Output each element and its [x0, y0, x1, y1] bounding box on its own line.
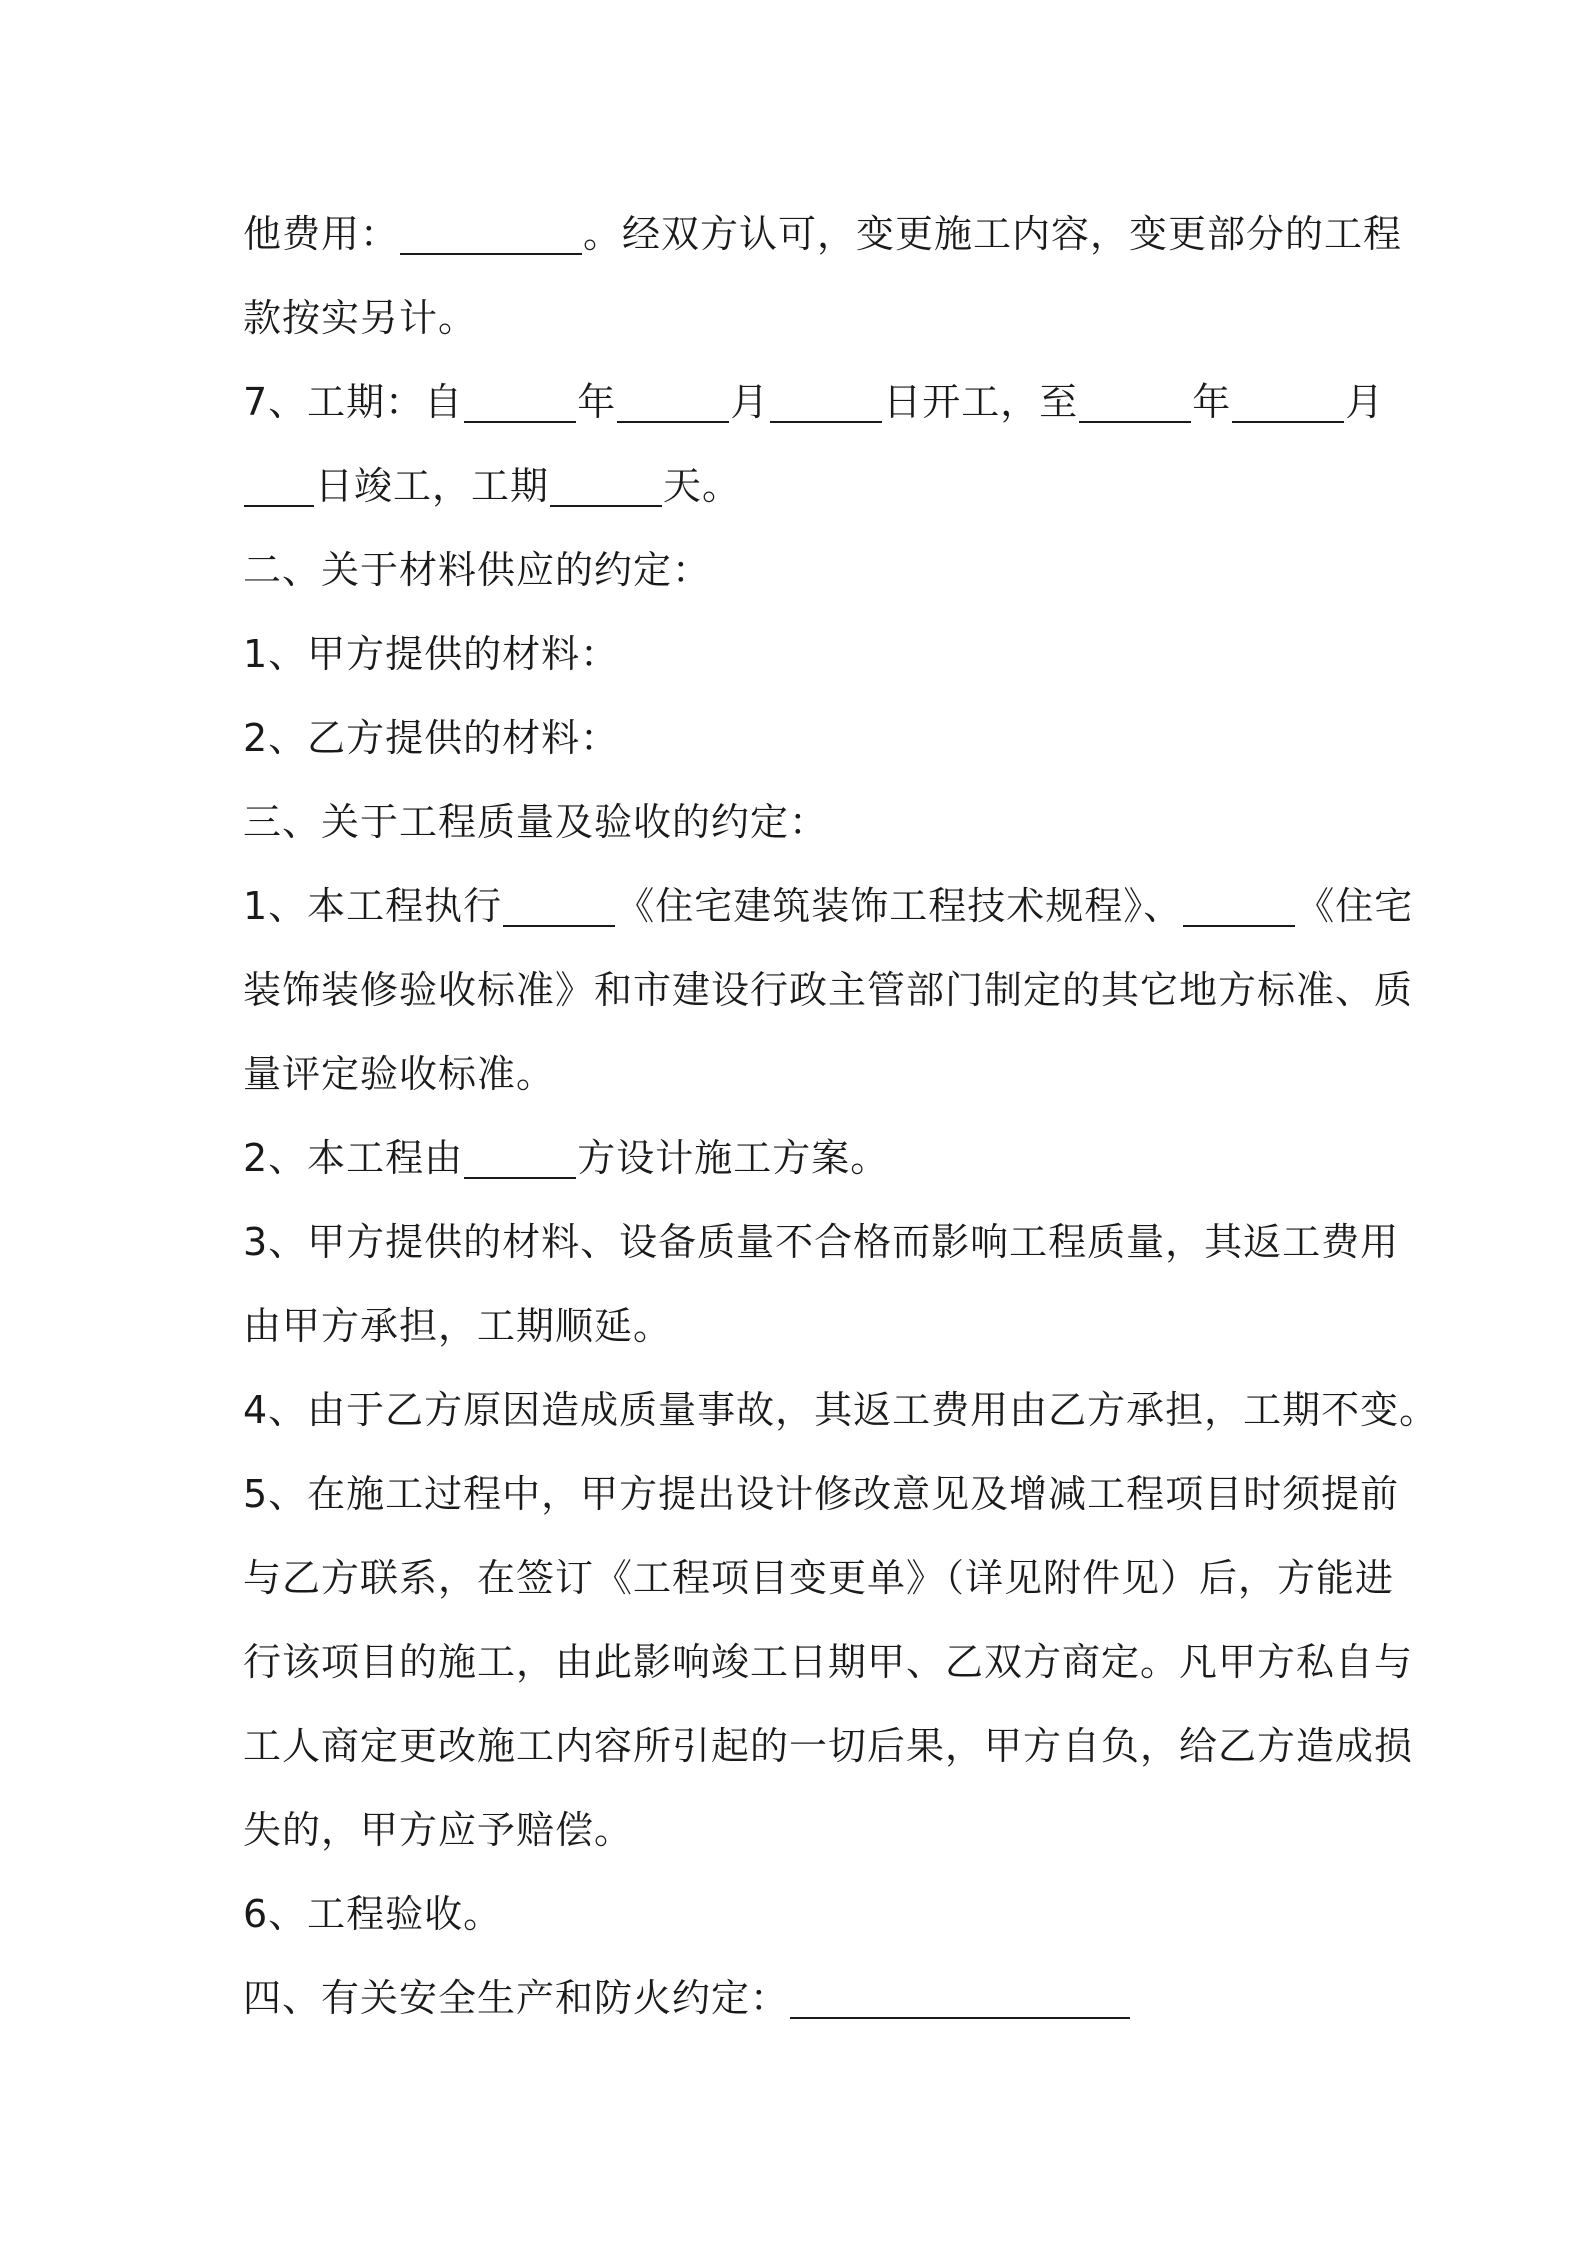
line-text: 四、有关安全生产和防火约定： [243, 1976, 790, 2020]
document-line [243, 1788, 1373, 1872]
line-text: 行该项目的施工，由此影响竣工日期甲、乙双方商定。凡甲方私自与 [243, 1640, 1414, 1684]
fill-in-blank [400, 213, 582, 255]
document-line [243, 696, 1373, 780]
line-text: 3、甲方提供的材料、设备质量不合格而影响工程质量，其返工费用 [243, 1220, 1400, 1264]
line-text: 装饰装修验收标准》和市建设行政主管部门制定的其它地方标准、质 [243, 968, 1414, 1012]
document-line [243, 1536, 1395, 1620]
line-text: 2、本工程由 [243, 1136, 464, 1180]
document-line [243, 1032, 1373, 1116]
line-text: 天。 [663, 464, 742, 508]
document-line [243, 444, 1373, 528]
line-text: 4、由于乙方原因造成质量事故，其返工费用由乙方承担，工期不变。 [243, 1388, 1439, 1432]
line-text: 6、工程验收。 [243, 1892, 503, 1936]
line-text: 日竣工，工期 [315, 464, 550, 508]
document-line [243, 192, 1403, 276]
document-line [243, 1956, 1373, 2040]
line-text: 量评定验收标准。 [243, 1052, 556, 1096]
line-text: 1、本工程执行 [243, 884, 503, 928]
document-line [243, 276, 1373, 360]
document-line [243, 528, 1373, 612]
document-line [243, 1116, 1373, 1200]
line-text: 年 [1192, 380, 1232, 424]
fill-in-blank [790, 1977, 1130, 2019]
fill-in-blank [770, 381, 882, 423]
line-text: 1、甲方提供的材料： [243, 632, 620, 676]
line-text: 他费用： [243, 212, 400, 256]
line-text: 日开工，至 [883, 380, 1079, 424]
document-body [243, 192, 1439, 2040]
line-text: 《住宅 [1296, 884, 1414, 928]
document-line [243, 780, 1373, 864]
line-text: 年 [577, 380, 617, 424]
document-line [243, 1200, 1400, 1284]
line-text: 2、乙方提供的材料： [243, 716, 620, 760]
line-text: 《住宅建筑装饰工程技术规程》、 [616, 884, 1183, 928]
line-text: 三、关于工程质量及验收的约定： [243, 800, 829, 844]
fill-in-blank [464, 1137, 576, 1179]
document-line [243, 1620, 1414, 1704]
fill-in-blank [503, 885, 615, 927]
line-text: 方设计施工方案。 [577, 1136, 890, 1180]
line-text: 失的，甲方应予赔偿。 [243, 1808, 634, 1852]
line-text: 由甲方承担，工期顺延。 [243, 1304, 673, 1348]
line-text: 7、工期：自 [243, 380, 464, 424]
line-text: 工人商定更改施工内容所引起的一切后果，甲方自负，给乙方造成损 [243, 1724, 1414, 1768]
document-line [243, 1368, 1439, 1452]
line-text: 5、在施工过程中，甲方提出设计修改意见及增减工程项目时须提前 [243, 1472, 1400, 1516]
document-line [243, 864, 1414, 948]
fill-in-blank [1183, 885, 1295, 927]
line-text: 。经双方认可，变更施工内容，变更部分的工程 [583, 212, 1403, 256]
document-line [243, 360, 1385, 444]
document-line [243, 1452, 1400, 1536]
line-text: 月 [730, 380, 770, 424]
document-line [243, 1704, 1414, 1788]
line-text: 与乙方联系，在签订《工程项目变更单》（详见附件见）后，方能进 [243, 1556, 1395, 1600]
line-text: 月 [1345, 380, 1385, 424]
document-line [243, 612, 1373, 696]
fill-in-blank [464, 381, 576, 423]
line-text: 二、关于材料供应的约定： [243, 548, 712, 592]
fill-in-blank [617, 381, 729, 423]
fill-in-blank [550, 465, 662, 507]
line-text: 款按实另计。 [243, 296, 478, 340]
fill-in-blank [1232, 381, 1344, 423]
document-line [243, 948, 1414, 1032]
document-line [243, 1284, 1373, 1368]
fill-in-blank [244, 465, 314, 507]
document-line [243, 1872, 1373, 1956]
fill-in-blank [1079, 381, 1191, 423]
